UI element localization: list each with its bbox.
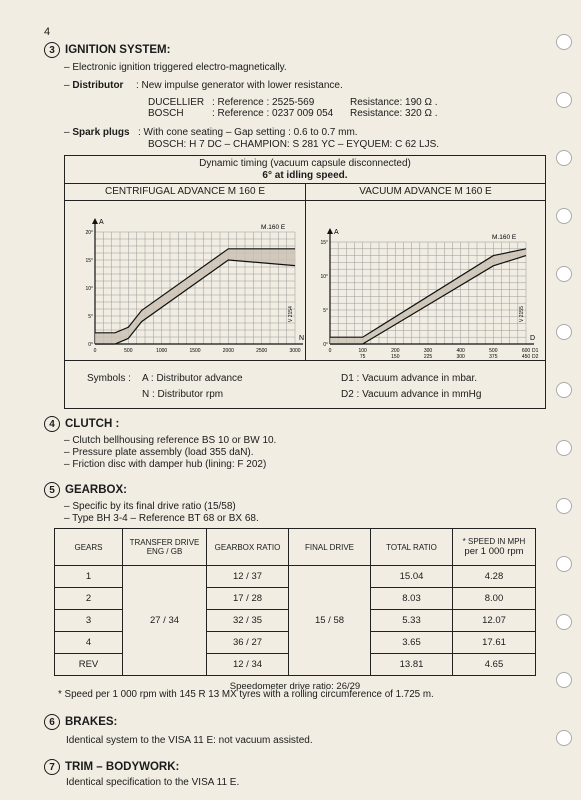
clutch-bullet: – Pressure plate assembly (load 355 daN). bbox=[64, 447, 254, 458]
y-tick-label: 5° bbox=[88, 314, 93, 320]
x-tick-label: 2000 bbox=[222, 348, 234, 354]
brakes-text: Identical system to the VISA 11 E: not vacuum assisted. bbox=[66, 735, 313, 746]
x-tick-label-d2: 75 bbox=[359, 354, 366, 360]
ignition-heading bbox=[44, 42, 170, 58]
timing-line-2: 6° at idling speed. bbox=[262, 170, 348, 181]
distributor-label: Distributor bbox=[72, 80, 124, 91]
table-row: 2 17 / 28 8.03 8.00 bbox=[55, 588, 536, 610]
x-tick-label: 3000 bbox=[289, 348, 301, 354]
model-label: M.160 E bbox=[261, 224, 286, 231]
spark-plugs-brands: BOSCH: H 7 DC – CHAMPION: S 281 YC – EYQUEM: C 62 LJS. bbox=[148, 139, 440, 150]
clutch-heading bbox=[44, 416, 119, 432]
binder-hole bbox=[556, 92, 572, 108]
y-tick-label: 0° bbox=[88, 342, 93, 348]
header-transfer: TRANSFER DRIVE ENG / GB bbox=[123, 529, 207, 566]
ducellier-resistance: Resistance: 190 Ω . bbox=[350, 97, 438, 108]
x-axis-label: N bbox=[299, 335, 305, 342]
brakes-heading bbox=[44, 714, 117, 730]
y-tick-label: 20° bbox=[85, 230, 93, 236]
timing-header bbox=[65, 156, 545, 184]
section-title: TRIM – BODYWORK: bbox=[65, 761, 180, 773]
section-number: 4 bbox=[44, 416, 60, 432]
x-tick-label: 300 bbox=[423, 348, 433, 354]
header-total-ratio: TOTAL RATIO bbox=[371, 529, 453, 566]
x-tick-suffix-d1: D1 bbox=[532, 348, 539, 354]
section-title: GEARBOX: bbox=[65, 484, 127, 496]
x-tick-label: 600 bbox=[521, 348, 531, 354]
y-tick-label: 5° bbox=[323, 308, 328, 314]
final-drive-cell: 15 / 58 bbox=[289, 566, 371, 676]
x-tick-label: 0 bbox=[93, 348, 97, 354]
centrifugal-title: CENTRIFUGAL ADVANCE M 160 E bbox=[65, 184, 305, 201]
y-tick-label: 10° bbox=[85, 286, 93, 292]
section-number: 7 bbox=[44, 759, 60, 775]
gearbox-heading bbox=[44, 482, 127, 498]
vacuum-title: VACUUM ADVANCE M 160 E bbox=[306, 184, 545, 201]
spark-plugs-label: Spark plugs bbox=[72, 127, 130, 138]
binder-hole bbox=[556, 324, 572, 340]
y-tick-label: 15° bbox=[85, 258, 93, 264]
ducellier-label: DUCELLIER bbox=[148, 97, 205, 108]
x-tick-suffix-d2: D2 bbox=[532, 354, 539, 360]
binder-hole bbox=[556, 382, 572, 398]
distributor-text: : New impulse generator with lower resistance. bbox=[136, 80, 343, 91]
y-axis-arrow bbox=[327, 228, 333, 234]
bosch-label: BOSCH bbox=[148, 108, 184, 119]
vacuum-advance-chart bbox=[306, 204, 545, 360]
bosch-reference: : Reference : 0237 009 054 bbox=[212, 108, 334, 119]
y-tick-label: 0° bbox=[323, 342, 328, 348]
section-title: IGNITION SYSTEM: bbox=[65, 44, 171, 56]
x-tick-label: 500 bbox=[489, 348, 498, 354]
section-number: 6 bbox=[44, 714, 60, 730]
trim-text: Identical specification to the VISA 11 E. bbox=[66, 777, 240, 788]
row-divider bbox=[65, 360, 545, 361]
x-tick-label: 1500 bbox=[189, 348, 201, 354]
symbol-n: N : Distributor rpm bbox=[142, 389, 224, 400]
spark-plugs-text: : With cone seating – Gap setting : 0.6 to 0.7 mm. bbox=[138, 127, 358, 138]
speedometer-ratio: Speedometer drive ratio: 26/29 bbox=[55, 676, 536, 698]
header-gears: GEARS bbox=[55, 529, 123, 566]
side-code: V 2155 bbox=[519, 306, 525, 322]
x-tick-label: 100 bbox=[358, 348, 367, 354]
speed-footnote: * Speed per 1 000 rpm with 145 R 13 MX tyres with a rolling circumference of 1.725 m. bbox=[58, 689, 434, 700]
gearbox-bullet: – Type BH 3-4 – Reference BT 68 or BX 68. bbox=[64, 513, 259, 524]
section-number: 5 bbox=[44, 482, 60, 498]
section-title: CLUTCH : bbox=[65, 418, 120, 430]
clutch-bullet: – Clutch bellhousing reference BS 10 or BW 10. bbox=[64, 435, 277, 446]
timing-line-1: Dynamic timing (vacuum capsule disconnected) bbox=[199, 158, 411, 169]
x-tick-label: 1000 bbox=[156, 348, 168, 354]
y-axis-label: A bbox=[334, 229, 339, 236]
header-speed: * SPEED IN MPH per 1 000 rpm bbox=[453, 529, 536, 566]
binder-hole bbox=[556, 208, 572, 224]
x-tick-label-d2: 225 bbox=[423, 354, 433, 360]
side-code: V 2154 bbox=[288, 306, 294, 322]
table-header-row bbox=[55, 529, 536, 566]
table-row: 3 32 / 35 5.33 12.07 bbox=[55, 610, 536, 632]
gearbox-bullet: – Specific by its final drive ratio (15/58) bbox=[64, 501, 236, 512]
section-number: 3 bbox=[44, 42, 60, 58]
y-axis-arrow bbox=[92, 218, 98, 224]
distributor-line: – Distributor bbox=[64, 80, 124, 91]
binder-hole bbox=[556, 672, 572, 688]
ducellier-reference: : Reference : 2525-569 bbox=[212, 97, 315, 108]
x-tick-label: 0 bbox=[328, 348, 332, 354]
header-final-drive: FINAL DRIVE bbox=[289, 529, 371, 566]
x-tick-label-d2: 450 bbox=[521, 354, 531, 360]
binder-hole bbox=[556, 440, 572, 456]
binder-hole bbox=[556, 34, 572, 50]
centrifugal-advance-chart bbox=[65, 204, 305, 360]
binder-hole bbox=[556, 266, 572, 282]
spark-plugs-line: – Spark plugs bbox=[64, 127, 130, 138]
x-tick-label: 500 bbox=[124, 348, 133, 354]
symbol-a: A : Distributor advance bbox=[142, 373, 243, 384]
table-row: 1 27 / 34 12 / 37 15 / 58 15.04 4.28 bbox=[55, 566, 536, 588]
binder-hole bbox=[556, 150, 572, 166]
table-row: 4 36 / 27 3.65 17.61 bbox=[55, 632, 536, 654]
x-tick-label-d2: 375 bbox=[489, 354, 498, 360]
symbol-d2: D2 : Vacuum advance in mmHg bbox=[341, 389, 482, 400]
clutch-bullet: – Friction disc with damper hub (lining: F 202) bbox=[64, 459, 267, 470]
page-number: 4 bbox=[44, 26, 51, 38]
x-axis-label: D bbox=[530, 335, 536, 342]
x-tick-label: 200 bbox=[391, 348, 400, 354]
y-tick-label: 10° bbox=[320, 274, 328, 280]
binder-hole bbox=[556, 730, 572, 746]
timing-box bbox=[64, 155, 546, 409]
ignition-bullet: – Electronic ignition triggered electro-magnetically. bbox=[64, 62, 287, 73]
trim-heading bbox=[44, 759, 179, 775]
binder-hole bbox=[556, 498, 572, 514]
header-gearbox-ratio: GEARBOX RATIO bbox=[207, 529, 289, 566]
y-axis-label: A bbox=[99, 219, 104, 226]
binder-hole bbox=[556, 556, 572, 572]
model-label: M.160 E bbox=[492, 234, 517, 241]
gearbox-table bbox=[54, 528, 536, 697]
x-tick-label-d2: 300 bbox=[456, 354, 465, 360]
transfer-drive-cell: 27 / 34 bbox=[123, 566, 207, 676]
x-tick-label: 400 bbox=[456, 348, 465, 354]
section-title: BRAKES: bbox=[65, 716, 118, 728]
bosch-resistance: Resistance: 320 Ω . bbox=[350, 108, 438, 119]
symbol-d1: D1 : Vacuum advance in mbar. bbox=[341, 373, 477, 384]
x-tick-label-d2: 150 bbox=[391, 354, 400, 360]
y-tick-label: 15° bbox=[320, 240, 328, 246]
table-row: REV 12 / 34 13.81 4.65 bbox=[55, 654, 536, 676]
x-tick-label: 2500 bbox=[256, 348, 268, 354]
binder-hole bbox=[556, 614, 572, 630]
symbols-label: Symbols : bbox=[87, 373, 131, 384]
